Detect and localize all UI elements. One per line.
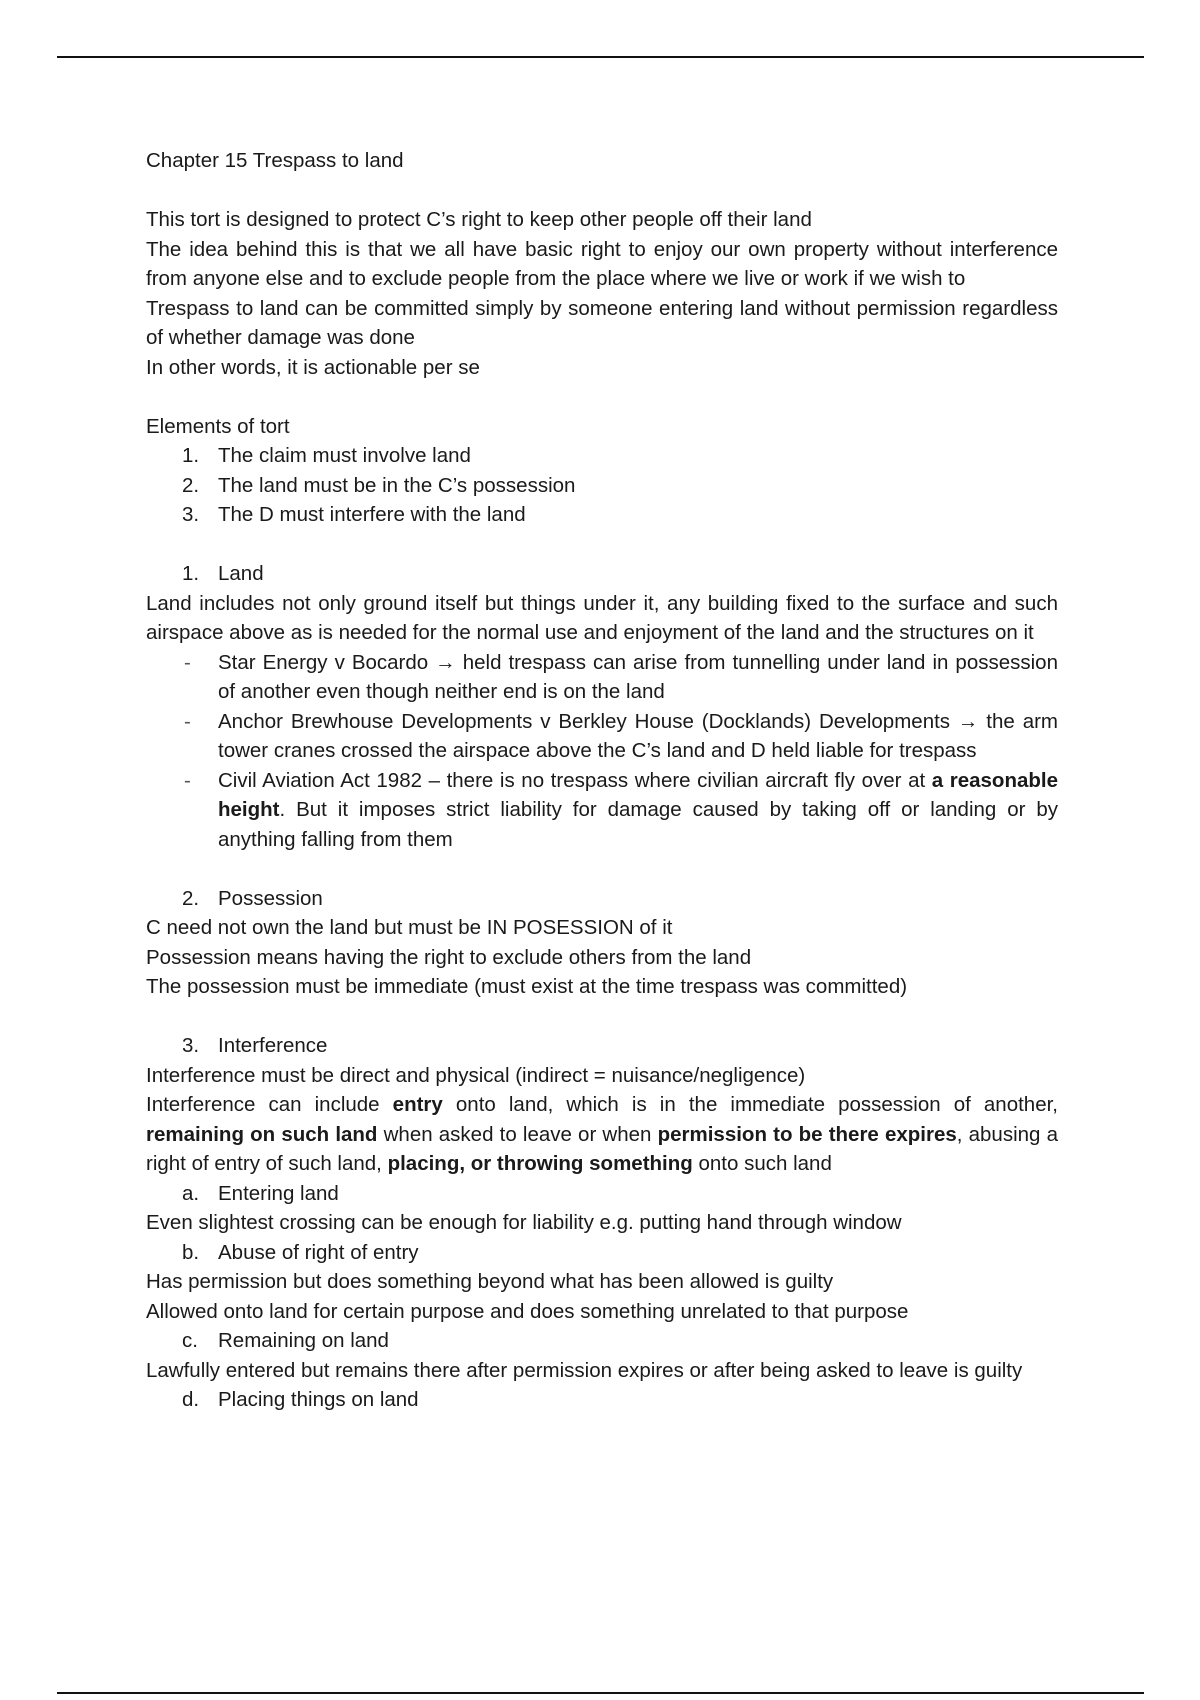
abuse-text-2: Allowed onto land for certain purpose and does something unrelated to that purpose: [146, 1299, 909, 1323]
subheading-abuse-of-right: b. Abuse of right of entry: [182, 1240, 419, 1264]
subheading-placing-things: d. Placing things on land: [182, 1388, 419, 1411]
intro-line-4: In other words, it is actionable per se: [146, 355, 480, 379]
interference-heading: 3. Interference: [182, 1034, 328, 1057]
elements-heading: Elements of tort: [146, 414, 290, 438]
possession-heading: 2. Possession: [182, 886, 323, 910]
possession-line-3: The possession must be immediate (must exist at the time trespass was committed): [146, 975, 908, 998]
elements-item-2: 2. The land must be in the C’s possession: [182, 473, 576, 497]
entering-land-text: Even slightest crossing can be enough for liability e.g. putting hand through window: [146, 1211, 902, 1234]
footer-rule: [57, 1692, 1144, 1694]
intro-line-2: The idea behind this is that we all have basic right to enjoy our own property without interference from anyone else and to exclude people from the place where we live or work if we wish to: [146, 237, 1058, 290]
header-rule: [57, 56, 1144, 58]
intro-line-1: This tort is designed to protect C’s right to keep other people off their land: [146, 208, 812, 231]
remaining-text: Lawfully entered but remains there after permission expires or after being asked to leave is guilty: [146, 1358, 1023, 1382]
subheading-remaining-on-land: c. Remaining on land: [182, 1329, 389, 1352]
case-star-energy: - Star Energy v Bocardo → held trespass can arise from tunnelling under land in possession of another even though neither end is on the land: [184, 650, 1058, 703]
subheading-entering-land: a. Entering land: [182, 1181, 339, 1205]
case-anchor-brewhouse: - Anchor Brewhouse Developments v Berkley House (Docklands) Developments → the arm tower cranes crossed the airspace above the C’s land and D held liable for trespass: [184, 709, 1058, 762]
possession-line-1: C need not own the land but must be IN POSESSION of it: [146, 916, 673, 939]
chapter-title: Chapter 15 Trespass to land: [146, 149, 404, 172]
possession-line-2: Possession means having the right to exclude others from the land: [146, 945, 752, 969]
land-heading: 1. Land: [182, 562, 264, 585]
elements-item-1: 1. The claim must involve land: [182, 444, 471, 467]
interference-line-1: Interference must be direct and physical (indirect = nuisance/negligence): [146, 1063, 806, 1087]
document-body: [146, 146, 1058, 1415]
civil-aviation-act: - Civil Aviation Act 1982 – there is no trespass where civilian aircraft fly over at a reasonable height. But it imposes strict liability for damage caused by taking off or landing or by anything falling from them: [184, 768, 1059, 851]
elements-item-3: 3. The D must interfere with the land: [182, 503, 526, 526]
abuse-text-1: Has permission but does something beyond what has been allowed is guilty: [146, 1270, 834, 1293]
intro-line-3: Trespass to land can be committed simply by someone entering land without permission regardless of whether damage was done: [146, 296, 1058, 349]
land-body: Land includes not only ground itself but things under it, any building fixed to the surface and such airspace above as is needed for the normal use and enjoyment of the land and the structures on it: [146, 591, 1058, 644]
interference-paragraph: Interference can include entry onto land, which is in the immediate possession of another, remaining on such land when asked to leave or when permission to be there expires, abusing a right of entry of such land, placing, or throwing something onto such land: [146, 1093, 1058, 1175]
